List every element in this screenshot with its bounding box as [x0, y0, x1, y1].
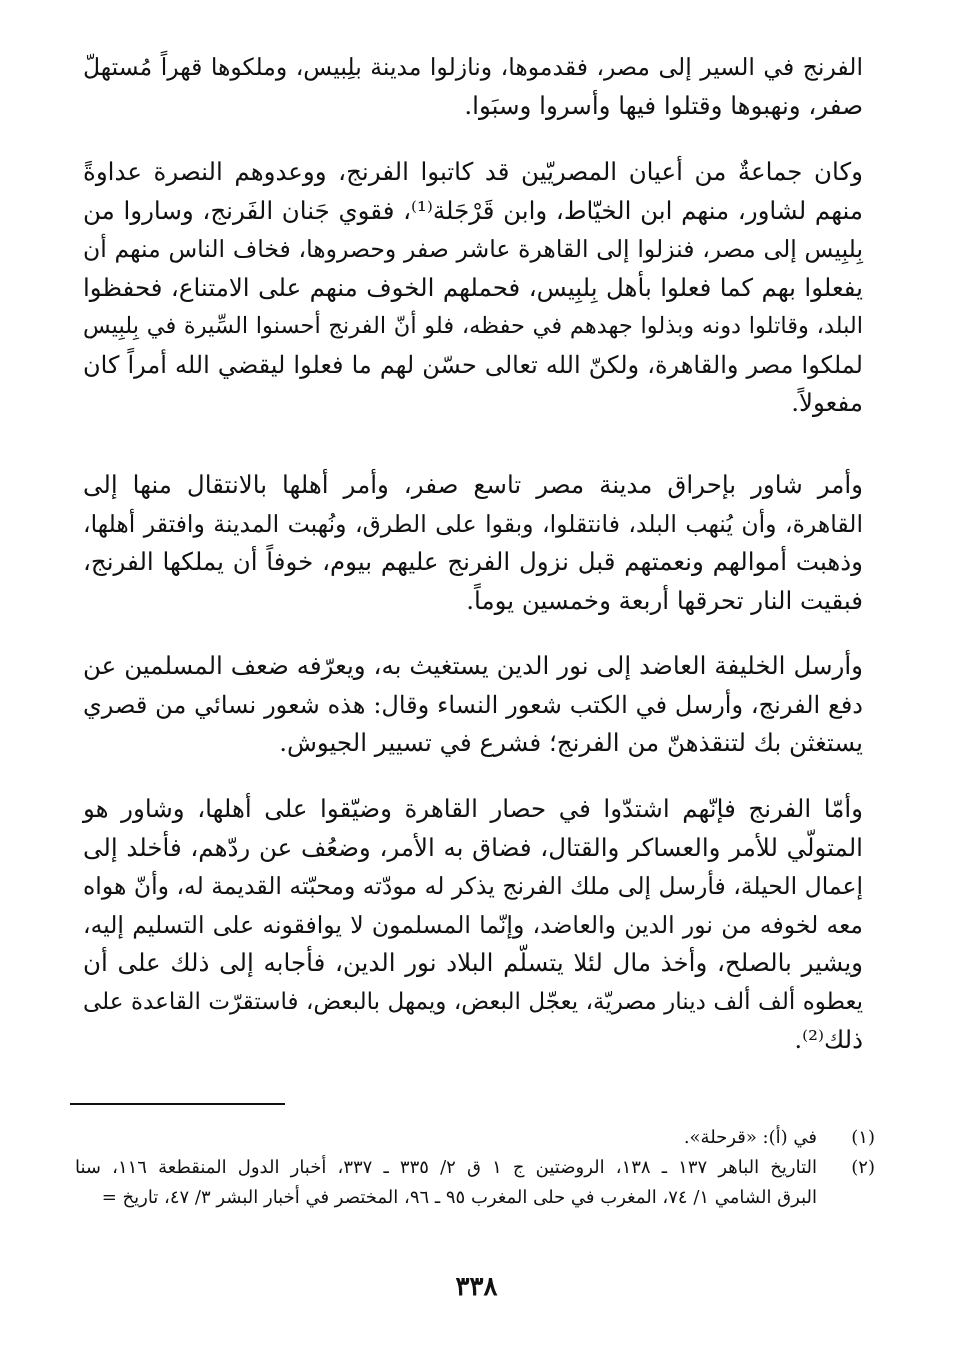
footnote-divider	[70, 1103, 285, 1105]
text-line: يستغثن بك لتنقذهنّ من الفرنج؛ فشرع في تسيير الجيوش.	[279, 728, 863, 757]
text-line: وذهبت أموالهم ونعمتهم قبل نزول الفرنج عليهم بيوم، خوفاً أن يملكها الفرنج،	[83, 547, 863, 576]
text-line: ويشير بالصلح، وأخذ مال لئلا يتسلّم البلاد نور الدين، فأجابه إلى ذلك على أن	[83, 948, 863, 977]
text-line: الفرنج في السير إلى مصر، فقدموها، ونازلوا مدينة بلِبيس، وملكوها قهراً مُستهلّ	[83, 53, 863, 81]
text-line: لملكوا مصر والقاهرة، ولكنّ الله تعالى حسّن لهم ما فعلوا ليقضي الله أمراً كان	[83, 350, 863, 379]
footnote-1	[75, 1123, 875, 1153]
text-line: صفر، ونهبوها وقتلوا فيها وأسروا وسبَوا.	[464, 90, 863, 120]
paragraph-3	[83, 466, 863, 620]
text-line: دفع الفرنج، وأرسل في الكتب شعور النساء وقال: هذه شعور نسائي من قصري	[83, 690, 863, 719]
footnote-text	[75, 1123, 817, 1153]
footnote-number: (٢)	[851, 1157, 875, 1178]
page-number: ٣٣٨	[455, 1272, 498, 1302]
text-line: ذلك⁽²⁾.	[794, 1025, 863, 1054]
text-line: وأرسل الخليفة العاضد إلى نور الدين يستغيث به، ويعرّفه ضعف المسلمين عن	[83, 651, 863, 680]
footnote-line: البرق الشامي ١/ ٧٤، المغرب في حلى المغرب ٩٥ ـ ٩٦، المختصر في أخبار البشر ٣/ ٤٧، تاريخ =	[101, 1187, 817, 1208]
footnote-text	[75, 1153, 817, 1213]
paragraph-4	[83, 647, 863, 763]
text-line: البلد، وقاتلوا دونه وبذلوا جهدهم في حفظه، فلو أنّ الفرنج أحسنوا السِّيرة في بِلبِيس	[83, 313, 863, 339]
text-line: إعمال الحيلة، فأرسل إلى ملك الفرنج يذكر له مودّته ومحبّته القديمة له، وأنّ هواه	[83, 872, 863, 900]
text-line: وأمّا الفرنج فإنّهم اشتدّوا في حصار القاهرة وضيّقوا على أهلها، وشاور هو	[83, 794, 863, 823]
text-line: وكان جماعةٌ من أعيان المصريّين قد كاتبوا الفرنج، ووعدوهم النصرة عداوةً	[83, 157, 863, 186]
paragraph-1	[83, 48, 863, 125]
footnote-2	[75, 1153, 875, 1213]
text-line: مفعولاً.	[791, 388, 863, 417]
text-line: يفعلوا بهم كما فعلوا بأهل بِلبِيس، فحملهم الخوف منهم على الامتناع، فحفظوا	[83, 272, 863, 302]
paragraph-2	[83, 153, 863, 423]
text-line: بِلبِيس إلى مصر، فنزلوا إلى القاهرة عاشر صفر وحصروها، فخاف الناس منهم أن	[83, 235, 863, 263]
text-line: وأمر شاور بإحراق مدينة مصر تاسع صفر، وأمر أهلها بالانتقال منها إلى	[83, 470, 863, 499]
text-line: معه لخوفه من نور الدين والعاضد، وإنّما المسلمون لا يوافقونه على التسليم إليه،	[83, 910, 863, 939]
text-line: منهم لشاور، منهم ابن الخيّاط، وابن قَرْجَلة⁽¹⁾، فقوي جَنان الفَرنج، وساروا من	[83, 195, 863, 225]
text-line: يعطوه ألف ألف دينار مصريّة، يعجّل البعض، ويمهل بالبعض، فاستقرّت القاعدة على	[83, 988, 863, 1015]
text-line: المتولّي للأمر والعساكر والقتال، فضاق به الأمر، وضعُف عن ردّهم، فأخلد إلى	[83, 832, 863, 862]
paragraph-5	[83, 790, 863, 1060]
footnote-line: في (أ): «قرحلة».	[683, 1127, 817, 1148]
text-line: القاهرة، وأن يُنهب البلد، فانتقلوا، وبقوا على الطرق، ونُهبت المدينة وافتقر أهلها،	[83, 509, 863, 538]
footnote-number: (١)	[851, 1127, 875, 1148]
footnote-line: التاريخ الباهر ١٣٧ ـ ١٣٨، الروضتين ج ١ ق ٢/ ٣٣٥ ـ ٣٣٧، أخبار الدول المنقطعة ١١٦، سنا	[75, 1157, 818, 1178]
text-line: فبقيت النار تحرقها أربعة وخمسين يوماً.	[466, 585, 863, 615]
